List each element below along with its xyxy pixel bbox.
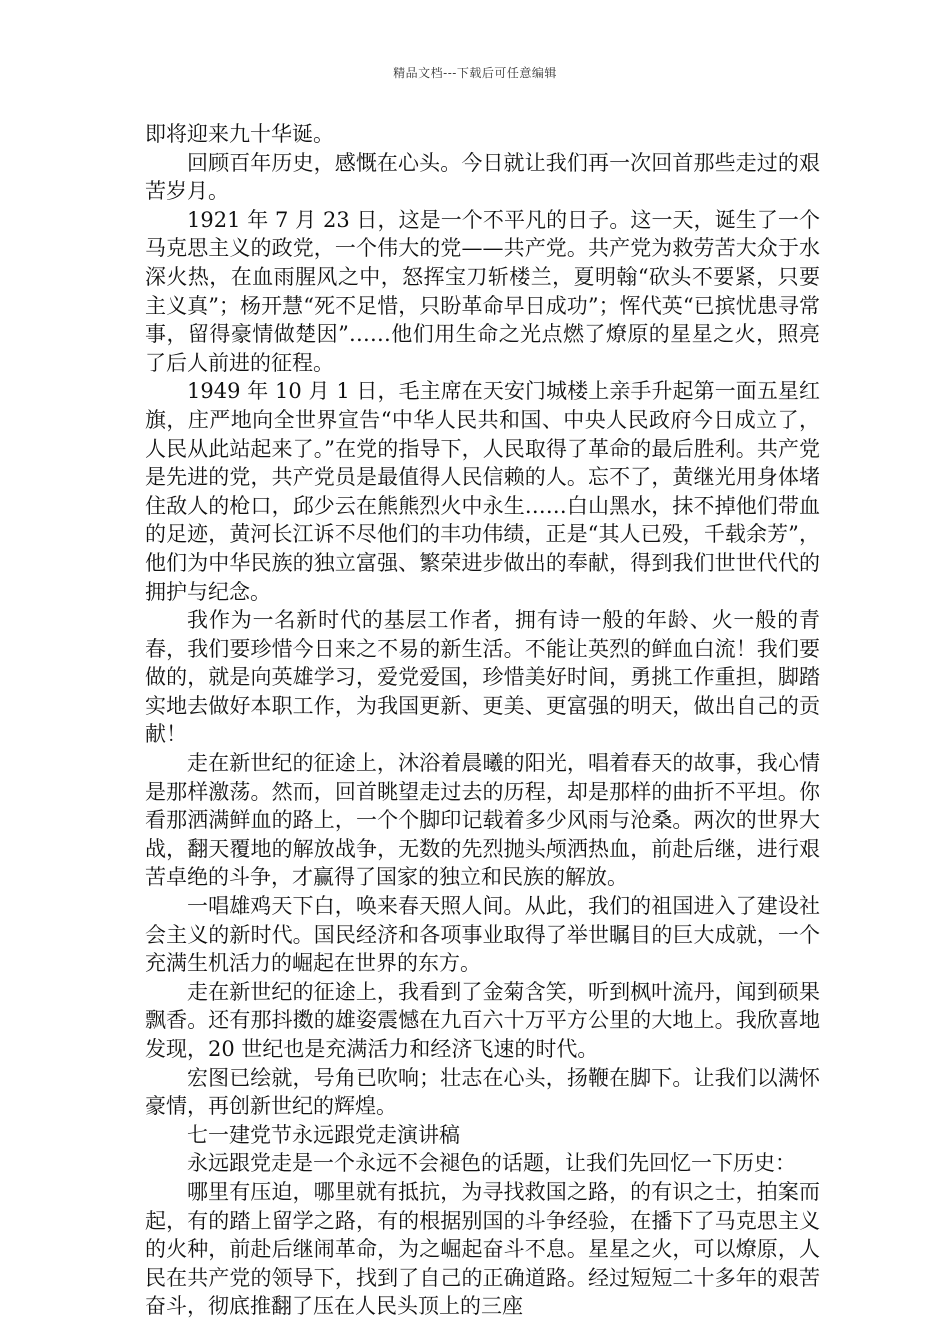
paragraph: 宏图已绘就，号角已吹响；壮志在心头，扬鞭在脚下。让我们以满怀豪情，再创新世纪的辉煌。 (145, 1065, 820, 1119)
paragraph: 我作为一名新时代的基层工作者，拥有诗一般的年龄、火一般的青春，我们要珍惜今日来之不易的新生活。不能让英烈的鲜血白流！我们要做的，就是向英雄学习，爱党爱国，珍惜美好时间，勇挑工作重担，脚踏实地去做好本职工作，为我国更新、更美、更富强的明天，做出自己的贡献！ (145, 608, 820, 747)
paragraph: 1949 年 10 月 1 日，毛主席在天安门城楼上亲手升起第一面五星红旗，庄严地向全世界宣告“中华人民共和国、中央人民政府今日成立了，人民从此站起来了。”在党的指导下，人民取得了革命的最后胜利。共产党是先进的党，共产党员是最值得人民信赖的人。忘不了，黄继光用身体堵住敌人的枪口，邱少云在熊熊烈火中永生……白山黑水，抹不掉他们带血的足迹，黄河长江诉不尽他们的丰功伟绩，正是“其人已殁，千载余芳”，他们为中华民族的独立富强、繁荣进步做出的奉献，得到我们世世代代的拥护与纪念。 (145, 379, 820, 604)
paragraph: 回顾百年历史，感慨在心头。今日就让我们再一次回首那些走过的艰苦岁月。 (145, 150, 820, 204)
page-header: 精品文档---下载后可任意编辑 (393, 66, 557, 80)
paragraph: 走在新世纪的征途上，我看到了金菊含笑，听到枫叶流丹，闻到硕果飘香。还有那抖擞的雄姿震憾在九百六十万平方公里的大地上。我欣喜地发现，20 世纪也是充满活力和经济飞速的时代。 (145, 979, 820, 1061)
paragraph: 哪里有压迫，哪里就有抵抗，为寻找救国之路，的有识之士，拍案而起，有的踏上留学之路，有的根据别国的斗争经验，在播下了马克思主义的火种，前赴后继闹革命，为之崛起奋斗不息。星星之火，可以燎原，人民在共产党的领导下，找到了自己的正确道路。经过短短二十多年的艰苦奋斗，彻底推翻了压在人民头顶上的三座 (145, 1179, 820, 1319)
paragraph: 一唱雄鸡天下白，唤来春天照人间。从此，我们的祖国进入了建设社会主义的新时代。国民经济和各项事业取得了举世瞩目的巨大成就，一个充满生机活力的崛起在世界的东方。 (145, 894, 820, 976)
paragraph: 1921 年 7 月 23 日，这是一个不平凡的日子。这一天，诞生了一个马克思主义的政党，一个伟大的党——共产党。共产党为救劳苦大众于水深火热，在血雨腥风之中，怒挥宝刀斩楼兰，夏明翰“砍头不要紧，只要主义真”；杨开慧“死不足惜，只盼革命早日成功”；恽代英“已摈忧患寻常事，留得豪情做楚因”……他们用生命之光点燃了燎原的星星之火，照亮了后人前进的征程。 (145, 207, 820, 375)
section-title: 七一建党节永远跟党走演讲稿 (187, 1122, 460, 1147)
paragraph: 走在新世纪的征途上，沐浴着晨曦的阳光，唱着春天的故事，我心情是那样激荡。然而，回首眺望走过去的历程，却是那样的曲折不平坦。你看那洒满鲜血的路上，一个个脚印记载着多少风雨与沧桑。两次的世界大战，翻天覆地的解放战争，无数的先烈抛头颅洒热血，前赴后继，进行艰苦卓绝的斗争，才赢得了国家的独立和民族的解放。 (145, 751, 820, 890)
paragraph: 永远跟党走是一个永远不会褪色的话题，让我们先回忆一下历史： (187, 1151, 796, 1176)
document-body (145, 120, 820, 1321)
paragraph-continuation: 即将迎来九十华诞。 (145, 122, 334, 146)
